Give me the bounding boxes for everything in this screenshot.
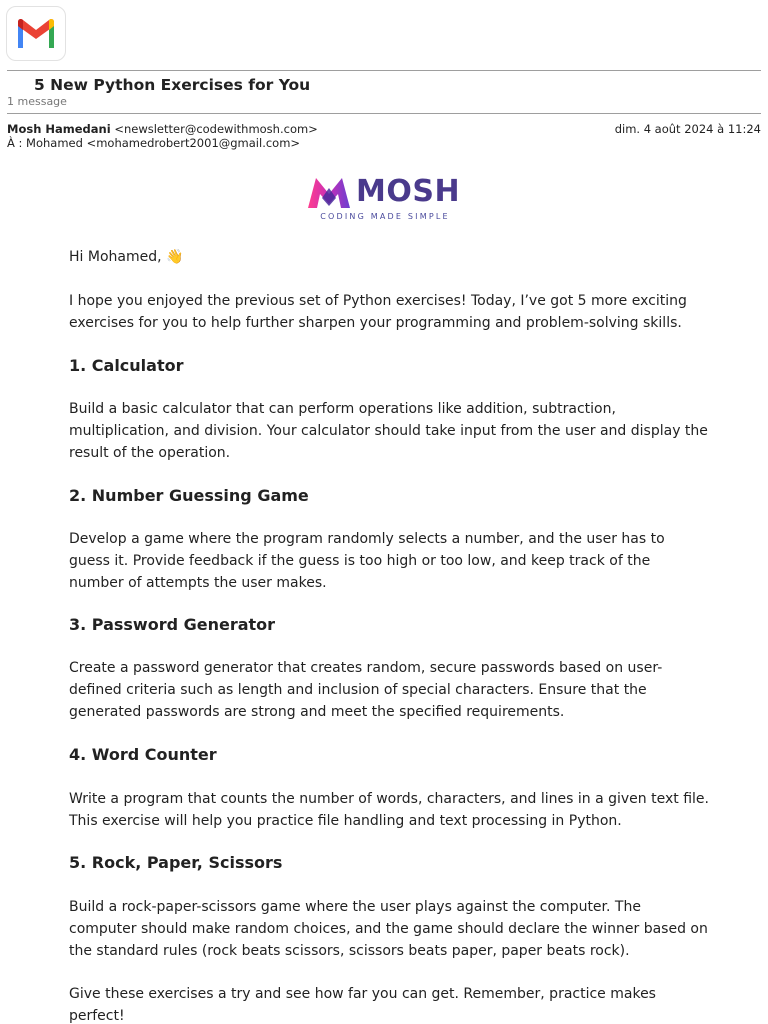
exercise-heading-5: 5. Rock, Paper, Scissors	[69, 853, 283, 872]
gmail-logo	[6, 6, 66, 61]
exercise-heading-2: 2. Number Guessing Game	[69, 486, 309, 505]
exercise-heading-4: 4. Word Counter	[69, 745, 217, 764]
top-divider	[7, 70, 761, 71]
exercise-text-3: Create a password generator that creates random, secure passwords based on user-defined criteria such as length and inclusion of special characters. Ensure that the generated passwords are strong and meet the specified requirements.	[69, 660, 663, 720]
exercise-text-5: Build a rock-paper-scissors game where the user plays against the computer. The computer should make random choices, and the game should declare the winner based on the standard rules (rock beats scissors, scissors beats paper, paper beats rock).	[69, 899, 708, 959]
mosh-logo	[306, 174, 466, 224]
brand-tagline: CODING MADE SIMPLE	[320, 212, 450, 221]
exercise-text-2: Develop a game where the program randomly selects a number, and the user has to guess it. Provide feedback if the guess is too high or too low, and keep track of the number of attempts the user makes.	[69, 531, 665, 591]
email-subject: 5 New Python Exercises for You	[34, 76, 311, 94]
greeting: Hi Mohamed, 👋	[69, 249, 184, 265]
intro-paragraph: I hope you enjoyed the previous set of Python exercises! Today, I’ve got 5 more exciting exercises for you to help further sharpen your programming and problem-solving skills.	[69, 293, 687, 331]
brand-name: MOSH	[356, 174, 461, 209]
mosh-m-icon	[306, 174, 352, 210]
exercise-heading-3: 3. Password Generator	[69, 615, 276, 634]
gmail-m-icon	[15, 18, 57, 50]
sender-email: <newsletter@codewithmosh.com>	[114, 122, 318, 136]
closing-paragraph: Give these exercises a try and see how far you can get. Remember, practice makes perfect!	[69, 986, 656, 1024]
recipient-line: À : Mohamed <mohamedrobert2001@gmail.com>	[7, 136, 301, 150]
sender-line	[7, 122, 318, 136]
exercise-text-1: Build a basic calculator that can perform operations like addition, subtraction, multiplication, and division. Your calculator should take input from the user and display the result of the operation.	[69, 401, 708, 461]
sender-name: Mosh Hamedani	[7, 122, 111, 136]
exercise-heading-1: 1. Calculator	[69, 356, 184, 375]
message-count: 1 message	[7, 95, 67, 108]
exercise-text-4: Write a program that counts the number of words, characters, and lines in a given text file. This exercise will help you practice file handling and text processing in Python.	[69, 791, 709, 829]
email-date: dim. 4 août 2024 à 11:24	[614, 122, 761, 136]
header-divider	[7, 113, 761, 114]
